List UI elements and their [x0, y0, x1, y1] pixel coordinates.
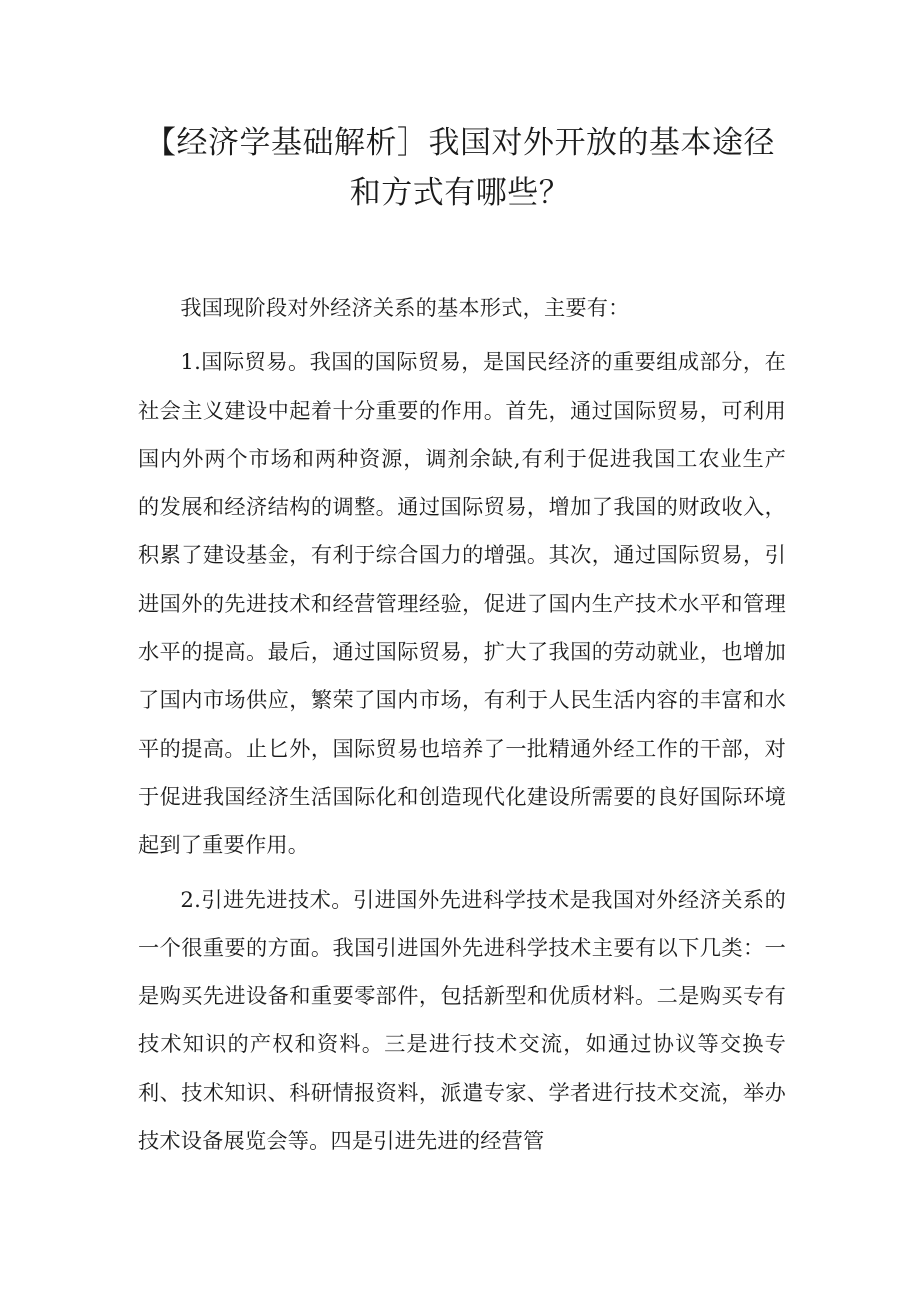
- paragraph-intro: 我国现阶段对外经济关系的基本形式，主要有：: [180, 295, 630, 320]
- title-line-2: 和方式有哪些？: [349, 175, 571, 211]
- title-line-1: 【经济学基础解析］我国对外开放的基本途径: [145, 125, 775, 161]
- paragraph-technology-import: 2.引进先进技术。引进国外先进科学技术是我国对外经济关系的一个很重要的方面。我国引进国外先进科学技术主要有以下几类：一是购买先进设备和重要零部件，包括新型和优质材料。二是购买专有技术知识的产权和资料。三是进行技术交流，如通过协议等交换专利、技术知识、科研情报资料，派遣专家、学者进行技术交流，举办技术设备展览会等。四是引进先进的经营管: [138, 886, 786, 1154]
- document-body: [138, 284, 786, 1165]
- paragraph-international-trade: 1.国际贸易。我国的国际贸易，是国民经济的重要组成部分，在社会主义建设中起着十分重要的作用。首先，通过国际贸易，可利用国内外两个市场和两种资源，调剂余缺,有利于促进我国工农业生产的发展和经济结构的调整。通过国际贸易，增加了我国的财政收入，积累了建设基金，有利于综合国力的增强。其次，通过国际贸易，引进国外的先进技术和经营管理经验，促进了国内生产技术水平和管理水平的提高。最后，通过国际贸易，扩大了我国的劳动就业，也增加了国内市场供应，繁荣了国内市场，有利于人民生活内容的丰富和水平的提高。止匕外，国际贸易也培养了一批精通外经工作的干部，对于促进我国经济生活国际化和创造现代化建设所需要的良好国际环境起到了重要作用。: [138, 349, 786, 858]
- document-title: [140, 118, 780, 218]
